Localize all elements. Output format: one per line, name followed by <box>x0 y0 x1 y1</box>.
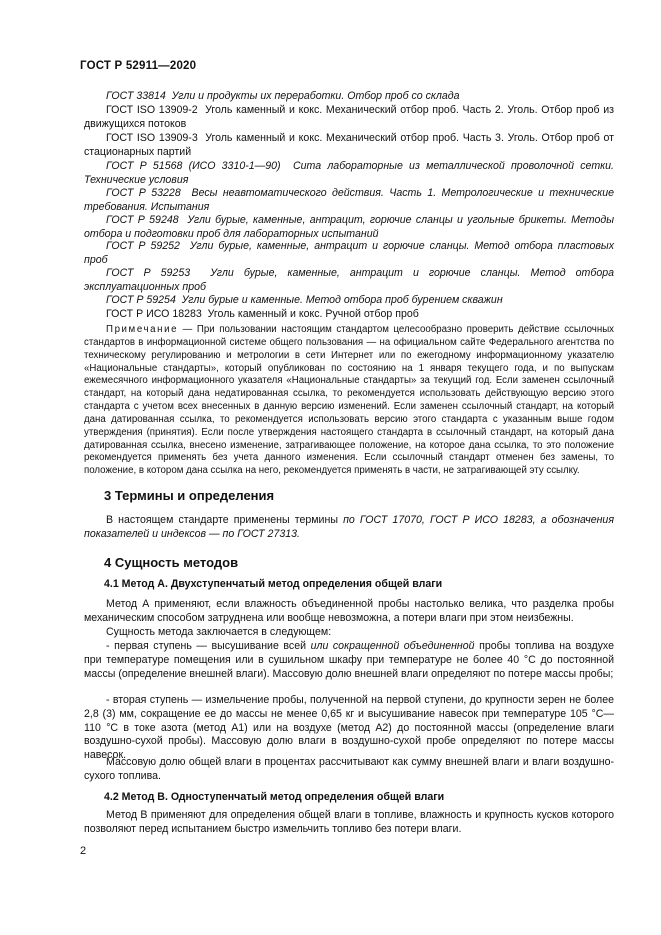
section-3-text-b: по ГОСТ 17070, ГОСТ Р ИСО 18283, а обозначения показателей и индексов — по ГОСТ 27313. <box>84 514 614 540</box>
note-label: Примечание <box>106 324 179 335</box>
ref-code: ГОСТ Р 59254 <box>106 294 176 306</box>
section-3-text-a: В настоящем стандарте применены термины <box>106 514 344 526</box>
ref-code: ГОСТ Р 53228 <box>106 187 181 199</box>
ref-title: Сита лабораторные из металлической проволочной сетки. Технические условия <box>84 160 614 186</box>
ref-code: ГОСТ 33814 <box>106 90 166 102</box>
ref-title: Угли и продукты их переработки. Отбор проб со склада <box>171 90 460 102</box>
section-4-heading: 4 Сущность методов <box>104 555 239 570</box>
ref-code: ГОСТ ISO 13909-3 <box>106 132 198 144</box>
ref-title: Уголь каменный и кокс. Механический отбор проб. Часть 3. Уголь. Отбор проб от стационарных партий <box>84 132 615 158</box>
subsection-4-1-heading: 4.1 Метод А. Двухступенчатый метод определения общей влаги <box>104 578 443 590</box>
document-code-header: ГОСТ Р 52911—2020 <box>80 60 197 72</box>
paragraph: Метод А применяют, если влажность объединенной пробы настолько велика, что разделка пробы механическим способом затруднена или вообще невозможна, а потери влаги при этом неизбежны. <box>84 598 614 624</box>
ref-item <box>84 214 614 242</box>
ref-title: Угли бурые, каменные, антрацит и горючие сланцы. Метод отбора эксплуатационных проб <box>84 267 614 293</box>
paragraph: Массовую долю общей влаги в процентах рассчитывают как сумму внешней влаги и влаги воздушно-сухого топлива. <box>84 756 614 782</box>
paragraph: - первая ступень — высушивание всей или сокращенной объединенной пробы топлива на воздухе при температуре помещения или в сушильном шкафу при температуре не более 40 °С до постоянной массы (определение внешней влаги). Массовую долю внешней влаги определяют по потере массы пробы; <box>84 640 614 680</box>
ref-title: Угли бурые, каменные, антрацит и горючие сланцы. Метод отбора пластовых проб <box>84 240 614 266</box>
ref-item <box>84 294 614 308</box>
section-3-text <box>84 514 614 542</box>
note-paragraph <box>84 324 614 478</box>
paragraph: Сущность метода заключается в следующем: <box>106 626 332 638</box>
ref-title: Угли бурые и каменные. Метод отбора проб бурением скважин <box>181 294 503 306</box>
subsection-4-2-heading: 4.2 Метод В. Одноступенчатый метод определения общей влаги <box>104 791 445 803</box>
section-3-heading: 3 Термины и определения <box>104 488 275 503</box>
ref-code: ГОСТ Р 59253 <box>106 267 191 279</box>
ref-item <box>84 240 614 268</box>
paragraph: - вторая ступень — измельчение пробы, полученной на первой ступени, до крупности зерен не более 2,8 (3) мм, сокращение ее до массы не менее 0,65 кг и высушивание навесок при температуре 105 °С—110 °С в токе азота (метод А1) или на воздухе (метод А2) до постоянной массы (определение влаги воздушно-сухой пробы). Массовую долю влаги в воздушно-сухой пробе определяют по потере массы навесок. <box>84 694 614 762</box>
ref-item <box>84 308 614 322</box>
page-number: 2 <box>80 845 87 857</box>
ref-code: ГОСТ Р 59248 <box>106 214 179 226</box>
ref-item <box>84 90 614 104</box>
ref-title: Уголь каменный и кокс. Механический отбор проб. Часть 2. Уголь. Отбор проб из движущихся потоков <box>84 104 615 130</box>
ref-item <box>84 267 614 295</box>
ref-item <box>84 104 614 132</box>
ref-title: Весы неавтоматического действия. Часть 1. Метрологические и технические требования. Испытания <box>84 187 614 213</box>
ref-item <box>84 132 614 160</box>
ref-code: ГОСТ Р ИСО 18283 <box>106 308 202 320</box>
ref-code: ГОСТ ISO 13909-2 <box>106 104 198 116</box>
ref-code: ГОСТ Р 59252 <box>106 240 180 252</box>
ref-title: Угли бурые, каменные, антрацит, горючие сланцы и угольные брикеты. Методы отбора и подготовки проб для лабораторных испытаний <box>84 214 614 240</box>
note-text: — При пользовании настоящим стандартом целесообразно проверить действие ссылочных стандартов в информационной системе общего пользования — на официальном сайте Федерального агентства по техническому регулированию и метрологии в сети Интернет или по ежегодному информационному указателю «Национальные стандарты», который опубликован по состоянию на 1 января текущего года, и по выпускам ежемесячного информационного указателя «Национальные стандарты» за текущий год. Если заменен ссылочный стандарт, на который дана недатированная ссылка, то рекомендуется использовать действующую версию этого стандарта с учетом всех внесенных в данную версию изменений. Если заменен ссылочный стандарт, на который дана датированная ссылка, то рекомендуется использовать версию этого стандарта с указанным выше годом утверждения (принятия). Если после утверждения настоящего стандарта в ссылочный стандарт, на который дана датированная ссылка, внесено изменение, затрагивающее положение, на которое дана ссылка, то это положение рекомендуется применять без учета данного изменения. Если ссылочный стандарт отменен без замены, то положение, в котором дана ссылка на него, рекомендуется применять в части, не затрагивающей эту ссылку. <box>84 324 614 477</box>
ref-code: ГОСТ Р 51568 (ИСО 3310-1—90) <box>106 160 281 172</box>
ref-title: Уголь каменный и кокс. Ручной отбор проб <box>207 308 419 320</box>
ref-item <box>84 160 614 188</box>
paragraph: Метод В применяют для определения общей влаги в топливе, влажность и крупность кусков которого позволяют перед испытанием быстро измельчить топливо без потери влаги. <box>84 809 614 835</box>
ref-item <box>84 187 614 215</box>
